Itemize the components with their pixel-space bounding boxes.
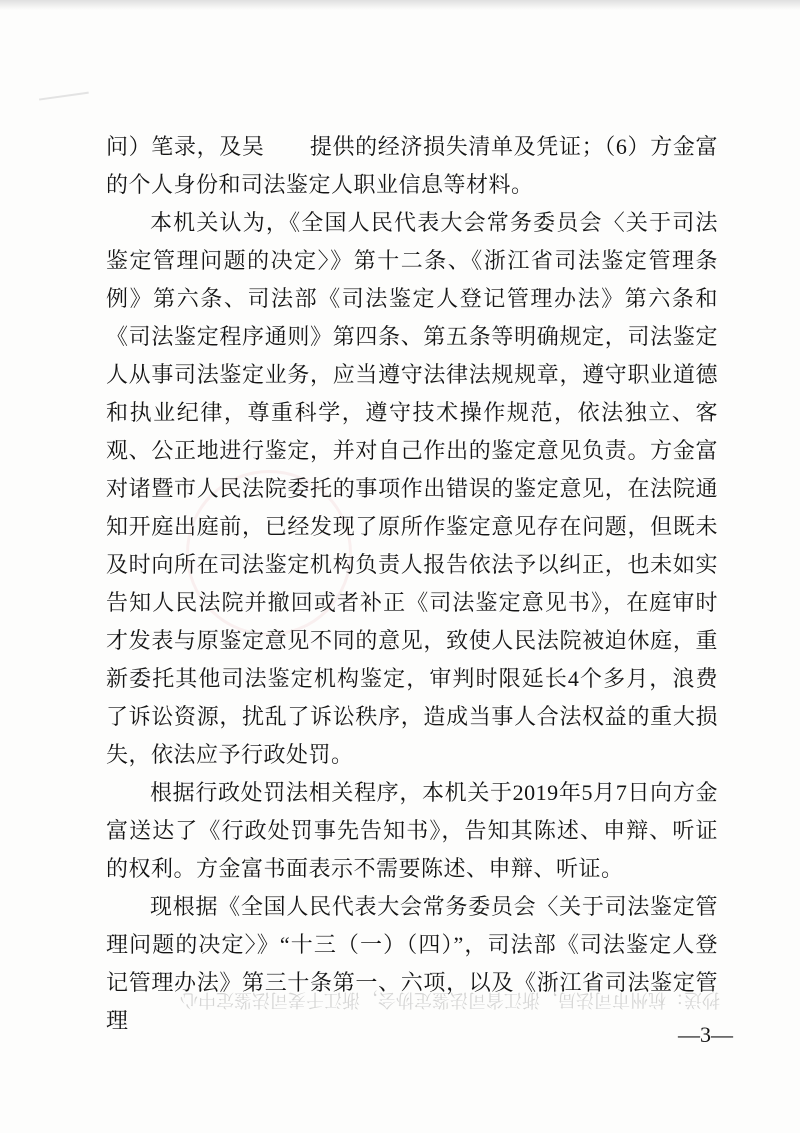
scan-edge — [0, 0, 800, 10]
paragraph-4: 现根据《全国人民代表大会常务委员会〈关于司法鉴定管理问题的决定〉》“十三（一）（四）”，司法部《司法鉴定人登记管理办法》第三十条第一、六项，以及《浙江省司法鉴定管理 — [106, 894, 718, 1033]
paragraph-1: 问）笔录，及吴 提供的经济损失清单及凭证；（6）方金富的个人身份和司法鉴定人职业信息等材料。 — [106, 134, 718, 197]
page-number: —3— — [678, 1022, 733, 1047]
paragraph-2: 本机关认为，《全国人民代表大会常务委员会〈关于司法鉴定管理问题的决定〉》第十二条、《浙江省司法鉴定管理条例》第六条、司法部《司法鉴定人登记管理办法》第六条和《司法鉴定程序通则》第四条、第五条等明确规定，司法鉴定人从事司法鉴定业务，应当遵守法律法规规章，遵守职业道德和执业纪律，尊重科学，遵守技术操作规范，依法独立、客观、公正地进行鉴定，并对自己作出的鉴定意见负责。方金富对诸暨市人民法院委托的事项作出错误的鉴定意见，在法院通知开庭出庭前，已经发现了原所作鉴定意见存在问题，但既未及时向所在司法鉴定机构负责人报告依法予以纠正，也未如实告知人民法院并撤回或者补正《司法鉴定意见书》，在庭审时才发表与原鉴定意见不同的意见，致使人民法院被迫休庭，重新委托其他司法鉴定机构鉴定，审判时限延长4个多月，浪费了诉讼资源，扰乱了诉讼秩序，造成当事人合法权益的重大损失，依法应予行政处罚。 — [106, 210, 718, 767]
document-body — [106, 128, 718, 1040]
scan-artifact — [39, 92, 91, 117]
bleed-through-text: 抄送：杭州市司法局，浙江省司法鉴定协会，浙江千麦司法鉴定中心 — [180, 990, 720, 1010]
paragraph-3: 根据行政处罚法相关程序，本机关于2019年5月7日向方金富送达了《行政处罚事先告知书》，告知其陈述、申辩、听证的权利。方金富书面表示不需要陈述、申辩、听证。 — [106, 780, 718, 881]
